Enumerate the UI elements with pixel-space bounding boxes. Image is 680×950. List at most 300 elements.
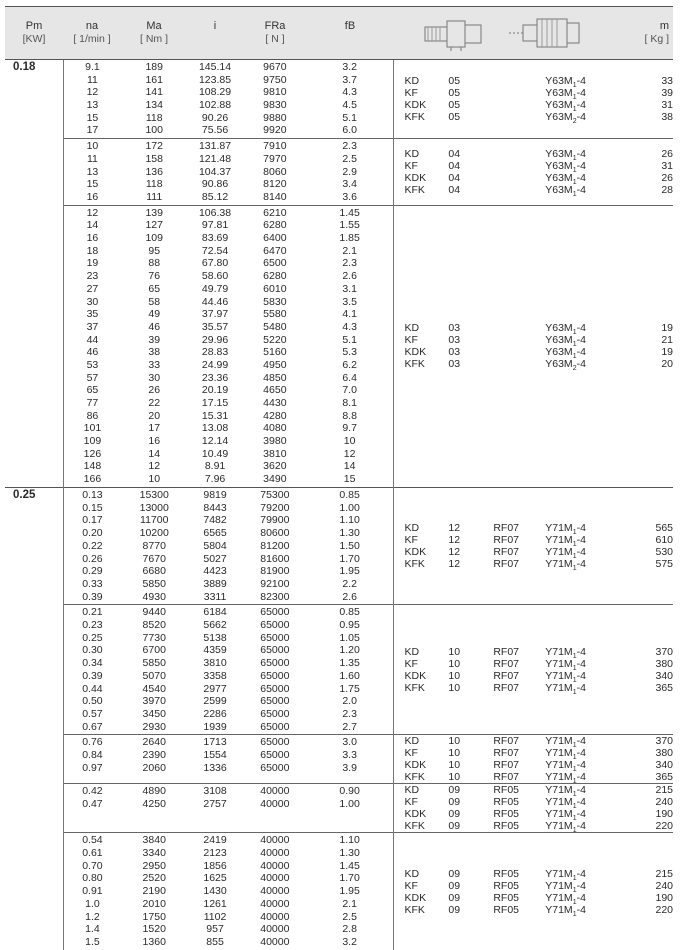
- output-speed: 16: [86, 190, 99, 203]
- value-row: [64, 270, 393, 283]
- model-row: [394, 771, 674, 786]
- radial-load: 4280: [263, 409, 287, 422]
- output-speed: 166: [83, 473, 102, 486]
- size-code: 10: [448, 747, 461, 760]
- type-code: KD: [404, 522, 420, 535]
- weight: 190: [655, 891, 674, 904]
- output-torque: 4540: [142, 682, 166, 695]
- value-row: [64, 372, 393, 385]
- na-symbol: na: [85, 20, 99, 32]
- value-row: [64, 708, 393, 721]
- output-speed: 0.22: [82, 539, 103, 552]
- type-code: KDK: [404, 759, 427, 772]
- ratio: 29.96: [201, 333, 229, 346]
- value-row: [64, 448, 393, 461]
- service-factor: 6.0: [342, 124, 357, 137]
- output-torque: 111: [146, 190, 163, 203]
- weight: 39: [661, 87, 674, 100]
- service-factor: 3.2: [342, 935, 357, 948]
- output-torque: 4250: [142, 798, 166, 811]
- output-speed: 0.13: [82, 489, 103, 502]
- table-row: [5, 205, 673, 487]
- output-torque: 3840: [142, 834, 166, 847]
- rf-code: RF07: [493, 735, 520, 748]
- table-row: [5, 139, 673, 206]
- output-torque: 3340: [142, 847, 166, 860]
- ratio: 75.56: [201, 124, 229, 137]
- motor-code: $Y71M_1-4$: [545, 784, 586, 799]
- radial-load: 3620: [263, 460, 287, 473]
- service-factor: 3.1: [342, 282, 357, 295]
- radial-load: 5480: [263, 320, 287, 333]
- rf-code: [493, 75, 545, 87]
- header-values: [63, 7, 393, 60]
- output-torque: 1520: [142, 923, 166, 936]
- radial-load: 3490: [263, 473, 287, 486]
- service-factor: 0.95: [339, 619, 360, 632]
- output-torque: 4890: [142, 785, 166, 798]
- table-row: [5, 833, 673, 950]
- output-torque: 161: [145, 73, 163, 86]
- output-torque: 2010: [142, 897, 166, 910]
- motor-code: $Y71M_1-4$: [545, 558, 586, 573]
- ratio: 49.79: [201, 282, 229, 295]
- ratio: 1261: [203, 897, 227, 910]
- value-row: [64, 257, 393, 270]
- weight: 240: [655, 879, 674, 892]
- ratio: 123.85: [198, 73, 232, 86]
- type-code: KF: [404, 657, 418, 670]
- header-models: [393, 7, 673, 60]
- output-torque: 118: [145, 178, 163, 191]
- size-code: 12: [448, 534, 461, 547]
- output-torque: 58: [148, 295, 161, 308]
- service-factor: 2.5: [342, 152, 357, 165]
- output-speed: 53: [86, 358, 99, 371]
- service-factor: 3.4: [342, 178, 357, 191]
- rf-code: RF07: [493, 522, 520, 535]
- radial-load: 8120: [263, 178, 287, 191]
- output-speed: 0.21: [82, 606, 103, 619]
- value-row: [64, 283, 393, 296]
- service-factor: 1.95: [339, 885, 360, 898]
- output-torque: 100: [145, 124, 163, 137]
- rf-code: [493, 99, 545, 111]
- rf-code: RF07: [493, 759, 520, 772]
- motor-code: $Y71M_1-4$: [545, 808, 586, 823]
- rf-code: RF05: [493, 903, 520, 916]
- weight: 240: [655, 796, 674, 809]
- rf-code: [493, 322, 545, 334]
- ratio: 10.49: [201, 447, 229, 460]
- size-code: 05: [448, 87, 461, 100]
- radial-load: 40000: [260, 834, 290, 847]
- rf-code: RF07: [493, 747, 520, 760]
- value-row: [64, 872, 393, 885]
- service-factor: 2.3: [342, 140, 357, 153]
- output-speed: 0.57: [82, 707, 103, 720]
- type-code: KF: [404, 87, 418, 100]
- value-row: [64, 334, 393, 347]
- size-code: 09: [448, 784, 461, 797]
- value-row: [64, 153, 393, 166]
- service-factor: 1.30: [339, 847, 360, 860]
- value-row: [64, 578, 393, 591]
- rf-code: [493, 160, 545, 172]
- radial-load: 4080: [263, 422, 287, 435]
- ratio: 1554: [203, 749, 227, 762]
- model-row: [394, 558, 674, 573]
- type-code: KFK: [404, 558, 425, 571]
- radial-load: 9670: [263, 61, 287, 73]
- gearmotor-drawings: [393, 13, 613, 53]
- radial-load: 79900: [260, 514, 290, 527]
- radial-load: 65000: [260, 749, 290, 762]
- output-speed: 13: [86, 165, 99, 178]
- ma-symbol: Ma: [146, 20, 162, 32]
- output-speed: 12: [86, 206, 99, 219]
- size-code: 05: [448, 99, 461, 112]
- radial-load: 8060: [263, 165, 287, 178]
- radial-load: 40000: [260, 872, 290, 885]
- value-row: [64, 644, 393, 657]
- output-speed: 0.17: [82, 514, 103, 527]
- radial-load: 9750: [263, 73, 287, 86]
- fra-unit: [ N ]: [265, 33, 285, 45]
- power-value: 0.25: [5, 488, 63, 950]
- value-row: [64, 798, 393, 811]
- ratio: 7.96: [204, 473, 226, 486]
- service-factor: 3.7: [342, 73, 357, 86]
- weight: 340: [655, 669, 674, 682]
- table-body: [5, 60, 673, 950]
- size-code: 10: [448, 669, 461, 682]
- motor-code: $Y63M_1-4$: [545, 346, 586, 361]
- service-factor: 14: [343, 460, 356, 473]
- rf-code: RF07: [493, 558, 520, 571]
- radial-load: 6010: [263, 282, 287, 295]
- type-code: KD: [404, 645, 420, 658]
- service-factor: 4.1: [342, 308, 357, 321]
- service-factor: 1.45: [339, 206, 360, 219]
- type-code: KF: [404, 334, 418, 347]
- service-factor: 1.30: [339, 527, 360, 540]
- radial-load: 65000: [260, 669, 290, 682]
- rf-code: RF05: [493, 796, 520, 809]
- output-speed: 0.33: [82, 577, 103, 590]
- output-speed: 0.34: [82, 657, 103, 670]
- table-row: [5, 488, 673, 605]
- value-row: [64, 346, 393, 359]
- size-code: 04: [448, 159, 461, 172]
- ratio: 3810: [203, 657, 227, 670]
- header-pm: [5, 7, 63, 60]
- value-row: [64, 435, 393, 448]
- ratio: 35.57: [201, 320, 229, 333]
- rf-code: RF07: [493, 681, 520, 694]
- output-speed: 126: [83, 447, 102, 460]
- service-factor: 12: [343, 447, 356, 460]
- motor-code: $Y63M_1-4$: [545, 147, 586, 163]
- model-row: [394, 171, 674, 187]
- radial-load: 5160: [263, 346, 287, 359]
- output-torque: 2060: [142, 761, 166, 774]
- radial-load: 65000: [260, 736, 290, 749]
- output-speed: 0.47: [82, 798, 103, 811]
- model-row: [394, 147, 674, 163]
- value-row: [64, 86, 393, 99]
- size-code: 10: [448, 735, 461, 748]
- type-code: KF: [404, 747, 418, 760]
- output-torque: 30: [148, 371, 161, 384]
- value-row: [64, 359, 393, 372]
- weight: 215: [655, 867, 674, 880]
- weight: 21: [661, 334, 674, 347]
- output-speed: 13: [86, 99, 99, 112]
- output-torque: 1750: [142, 910, 166, 923]
- output-torque: 26: [148, 384, 161, 397]
- size-code: 09: [448, 903, 461, 916]
- motor-code: $Y71M_1-4$: [545, 903, 586, 918]
- output-speed: 18: [86, 244, 99, 257]
- output-speed: 14: [86, 219, 99, 232]
- value-row: [64, 749, 393, 762]
- output-speed: 15: [86, 111, 99, 124]
- weight: 530: [655, 546, 674, 559]
- service-factor: 6.2: [342, 358, 357, 371]
- motor-code: $Y63M_1-4$: [545, 334, 586, 349]
- radial-load: 80600: [260, 527, 290, 540]
- output-torque: 8770: [142, 539, 166, 552]
- value-row: [64, 460, 393, 473]
- rf-code: [493, 346, 545, 358]
- ratio: 28.83: [201, 346, 229, 359]
- service-factor: 3.9: [342, 761, 357, 774]
- model-row: [394, 183, 674, 199]
- service-factor: 0.85: [339, 606, 360, 619]
- rf-code: [493, 358, 545, 370]
- service-factor: 5.1: [342, 111, 357, 124]
- service-factor: 2.3: [342, 707, 357, 720]
- output-torque: 136: [145, 165, 163, 178]
- output-torque: 172: [145, 140, 163, 153]
- rf-code: RF07: [493, 669, 520, 682]
- value-row: [64, 936, 393, 949]
- size-code: 05: [448, 75, 461, 88]
- ratio: 145.14: [198, 61, 232, 73]
- output-speed: 0.20: [82, 527, 103, 540]
- weight: 220: [655, 903, 674, 916]
- size-code: 04: [448, 171, 461, 184]
- output-speed: 0.50: [82, 695, 103, 708]
- value-row: [64, 683, 393, 696]
- value-row: [64, 514, 393, 527]
- radial-load: 40000: [260, 897, 290, 910]
- weight: 565: [655, 522, 674, 535]
- radial-load: 65000: [260, 606, 290, 619]
- radial-load: 6470: [263, 244, 287, 257]
- value-row: [64, 785, 393, 798]
- service-factor: 3.3: [342, 749, 357, 762]
- output-torque: 16: [148, 435, 161, 448]
- output-speed: 27: [86, 282, 99, 295]
- output-speed: 11: [86, 73, 98, 86]
- table-row: [5, 605, 673, 735]
- model-row: [394, 646, 674, 658]
- weight: 575: [655, 558, 674, 571]
- value-row: [64, 191, 393, 204]
- output-torque: 4930: [142, 590, 166, 603]
- motor-code: $Y71M_1-4$: [545, 747, 586, 762]
- output-torque: 6700: [142, 644, 166, 657]
- performance-values: [63, 60, 393, 139]
- radial-load: 75300: [260, 489, 290, 502]
- motor-code: $Y63M_1-4$: [545, 183, 586, 199]
- model-row: [394, 820, 674, 835]
- radial-load: 40000: [260, 885, 290, 898]
- rf-code: RF07: [493, 657, 520, 670]
- motor-code: $Y63M_1-4$: [545, 171, 586, 187]
- radial-load: 40000: [260, 923, 290, 936]
- rf-code: RF07: [493, 534, 520, 547]
- value-row: [64, 834, 393, 847]
- service-factor: 1.10: [339, 514, 360, 527]
- output-torque: 3970: [142, 695, 166, 708]
- output-speed: 0.54: [82, 834, 103, 847]
- rf-code: RF05: [493, 867, 520, 880]
- rf-code: [493, 148, 545, 160]
- output-torque: 127: [145, 219, 163, 232]
- output-speed: 23: [86, 270, 99, 283]
- motor-code: $Y71M_1-4$: [545, 771, 586, 786]
- radial-load: 4650: [263, 384, 287, 397]
- value-row: [64, 911, 393, 924]
- value-row: [64, 591, 393, 604]
- service-factor: 2.5: [342, 910, 357, 923]
- output-torque: 15300: [139, 489, 169, 502]
- size-code: 10: [448, 759, 461, 772]
- service-factor: 6.4: [342, 371, 357, 384]
- header-row: [5, 7, 673, 60]
- service-factor: 2.2: [342, 577, 357, 590]
- output-speed: 1.5: [85, 935, 100, 948]
- output-speed: 1.4: [85, 923, 100, 936]
- fb-symbol: fB: [344, 20, 356, 32]
- ratio: 8.91: [204, 460, 226, 473]
- model-designations: [393, 205, 673, 487]
- ratio: 2419: [203, 834, 227, 847]
- motor-code: $Y71M_1-4$: [545, 759, 586, 774]
- output-speed: 0.84: [82, 749, 103, 762]
- output-speed: 0.26: [82, 552, 103, 565]
- radial-load: 8140: [263, 190, 287, 203]
- weight: 38: [661, 111, 674, 124]
- model-row: [394, 358, 674, 373]
- size-code: 09: [448, 820, 461, 833]
- ratio: 85.12: [201, 190, 229, 203]
- service-factor: 8.8: [342, 409, 357, 422]
- service-factor: 1.55: [339, 219, 360, 232]
- ratio: 5138: [203, 631, 227, 644]
- model-row: [394, 670, 674, 682]
- type-code: KFK: [404, 111, 425, 124]
- value-row: [64, 553, 393, 566]
- ratio: 855: [206, 935, 224, 948]
- motor-code: $Y63M_1-4$: [545, 159, 586, 175]
- weight: 370: [655, 645, 674, 658]
- output-speed: 30: [86, 295, 99, 308]
- output-torque: 2190: [142, 885, 166, 898]
- performance-values: [63, 139, 393, 206]
- model-row: [394, 784, 674, 799]
- ratio: 37.97: [201, 308, 229, 321]
- value-row: [64, 61, 393, 74]
- service-factor: 5.1: [342, 333, 357, 346]
- model-row: [394, 747, 674, 762]
- service-factor: 1.95: [339, 565, 360, 578]
- service-factor: 1.00: [339, 798, 360, 811]
- output-speed: 35: [86, 308, 99, 321]
- service-factor: 5.3: [342, 346, 357, 359]
- model-row: [394, 658, 674, 670]
- ratio: 957: [206, 923, 224, 936]
- radial-load: 40000: [260, 847, 290, 860]
- output-torque: 10200: [139, 527, 169, 540]
- service-factor: 1.45: [339, 859, 360, 872]
- size-code: 03: [448, 322, 461, 335]
- radial-load: 9920: [263, 124, 287, 137]
- radial-load: 9810: [263, 86, 287, 99]
- value-row: [64, 670, 393, 683]
- ratio: 5804: [203, 539, 227, 552]
- ratio: 3889: [203, 577, 227, 590]
- service-factor: 2.1: [342, 244, 357, 257]
- service-factor: 2.9: [342, 165, 357, 178]
- radial-load: 81200: [260, 539, 290, 552]
- table-row: [5, 735, 673, 784]
- rf-code: RF05: [493, 808, 520, 821]
- size-code: 09: [448, 808, 461, 821]
- service-factor: 15: [343, 473, 356, 486]
- rf-code: [493, 184, 545, 196]
- radial-load: 92100: [260, 577, 290, 590]
- ratio: 1430: [203, 885, 227, 898]
- output-torque: 14: [148, 447, 161, 460]
- value-row: [64, 540, 393, 553]
- value-row: [64, 885, 393, 898]
- ratio: 12.14: [201, 435, 229, 448]
- size-code: 10: [448, 657, 461, 670]
- ratio: 4359: [203, 644, 227, 657]
- output-torque: 38: [148, 346, 161, 359]
- model-row: [394, 735, 674, 750]
- radial-load: 9830: [263, 99, 287, 112]
- radial-load: 65000: [260, 720, 290, 733]
- output-speed: 77: [86, 397, 99, 409]
- service-factor: 1.00: [339, 501, 360, 514]
- gearmotor-selection-table: [5, 6, 673, 950]
- rf-code: RF07: [493, 771, 520, 784]
- output-speed: 44: [86, 333, 99, 346]
- output-speed: 15: [86, 178, 99, 191]
- radial-load: 40000: [260, 910, 290, 923]
- service-factor: 3.2: [342, 61, 357, 73]
- ratio: 67.80: [201, 257, 229, 270]
- radial-load: 79200: [260, 501, 290, 514]
- type-code: KF: [404, 879, 418, 892]
- model-row: [394, 904, 674, 916]
- ratio: 2286: [203, 707, 227, 720]
